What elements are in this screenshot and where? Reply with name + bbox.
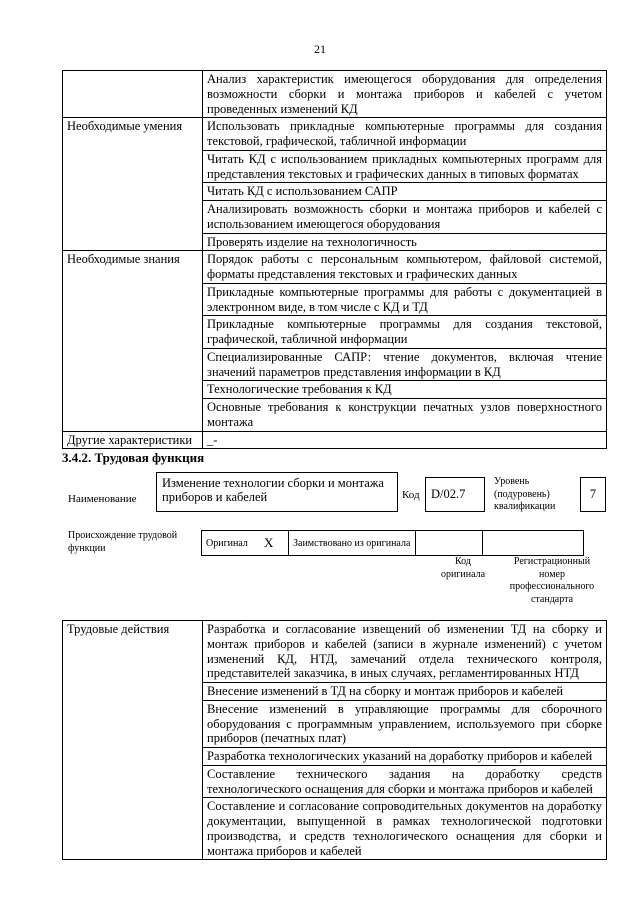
row-text: _- bbox=[203, 431, 607, 449]
row-text: Технологические требования к КД bbox=[203, 381, 607, 399]
function-name-box: Изменение технологии сборки и монтажа приборов и кабелей bbox=[156, 472, 398, 512]
borrowed-label: Заимствовано из оригинала bbox=[289, 531, 416, 556]
code-label: Код bbox=[402, 489, 420, 501]
level-label: Уровень (подуровень) квалификации bbox=[494, 476, 556, 512]
row-text: Читать КД с использованием САПР bbox=[203, 183, 607, 201]
level-value-box: 7 bbox=[580, 477, 606, 512]
row-text: Прикладные компьютерные программы для работы с документацией в электронном виде, в том числе с КД и ТД bbox=[203, 283, 607, 316]
row-label-actions: Трудовые действия bbox=[63, 621, 203, 860]
origin-label: Происхождение трудовой функции bbox=[68, 530, 178, 554]
reg-caption: Регистрационный номер профессионального стандарта bbox=[509, 556, 595, 605]
table-row bbox=[63, 118, 607, 151]
row-label bbox=[63, 71, 203, 118]
row-text: Разработка технологических указаний на доработку приборов и кабелей bbox=[203, 748, 607, 766]
skills-knowledge-table bbox=[62, 70, 607, 449]
row-text: Анализ характеристик имеющегося оборудования для определения возможности сборки и монтажа приборов и кабелей с учетом проведенных изменений КД bbox=[203, 71, 607, 118]
table-row bbox=[63, 621, 607, 683]
row-text: Внесение изменений в управляющие программы для сборочного оборудования с программным управлением, используемого при сборке приборов (печатных плат) bbox=[203, 700, 607, 747]
section-heading: 3.4.2. Трудовая функция bbox=[62, 450, 205, 465]
row-text: Специализированные САПР: чтение документов, включая чтение значений параметров представления информации в КД bbox=[203, 348, 607, 381]
page-number: 21 bbox=[314, 42, 326, 56]
row-text: Анализировать возможность сборки и монтажа приборов и кабелей с использованием имеющегося оборудования bbox=[203, 201, 607, 234]
name-label: Наименование bbox=[68, 493, 137, 505]
origin-code-cell bbox=[416, 531, 483, 556]
function-code-box: D/02.7 bbox=[425, 477, 485, 512]
row-text: Использовать прикладные компьютерные программы для создания текстовой, графической, табличной информации bbox=[203, 118, 607, 151]
row-text: Разработка и согласование извещений об изменении ТД на сборку и монтаж приборов и кабелей (записи в журнале изменений) с учетом изменений КД, НТД, замечаний отдела технического контроля, представителей заказчика, в иных случаях, регламентированных НТД bbox=[203, 621, 607, 683]
original-mark: X bbox=[260, 531, 289, 556]
row-text: Порядок работы с персональным компьютером, файловой системой, форматы представления текстовых и графических данных bbox=[203, 251, 607, 284]
row-label-skills: Необходимые умения bbox=[63, 118, 203, 251]
code-caption: Код оригинала bbox=[440, 556, 486, 580]
row-text: Прикладные компьютерные программы для создания текстовой, графической, табличной информации bbox=[203, 316, 607, 349]
row-text: Проверять изделие на технологичность bbox=[203, 233, 607, 251]
table-row bbox=[63, 431, 607, 449]
row-text: Внесение изменений в ТД на сборку и монтаж приборов и кабелей bbox=[203, 683, 607, 701]
table-row bbox=[63, 71, 607, 118]
row-label-other: Другие характеристики bbox=[63, 431, 203, 449]
reg-number-cell bbox=[483, 531, 584, 556]
row-text: Читать КД с использованием прикладных компьютерных программ для представления текстовых и графических данных в типовых форматах bbox=[203, 150, 607, 183]
original-label: Оригинал bbox=[202, 531, 261, 556]
labor-actions-table bbox=[62, 620, 607, 860]
row-text: Составление и согласование сопроводительных документов на доработку документации, выпущенной в рамках технологической подготовки производства, и средств технологического оснащения для сборки и монтажа приборов и кабелей bbox=[203, 798, 607, 860]
table-row bbox=[63, 251, 607, 284]
origin-table bbox=[201, 530, 584, 556]
row-text: Составление технического задания на доработку средств технологического оснащения для сборки и монтажа приборов и кабелей bbox=[203, 765, 607, 798]
row-label-knowledge: Необходимые знания bbox=[63, 251, 203, 431]
row-text: Основные требования к конструкции печатных узлов поверхностного монтажа bbox=[203, 399, 607, 432]
